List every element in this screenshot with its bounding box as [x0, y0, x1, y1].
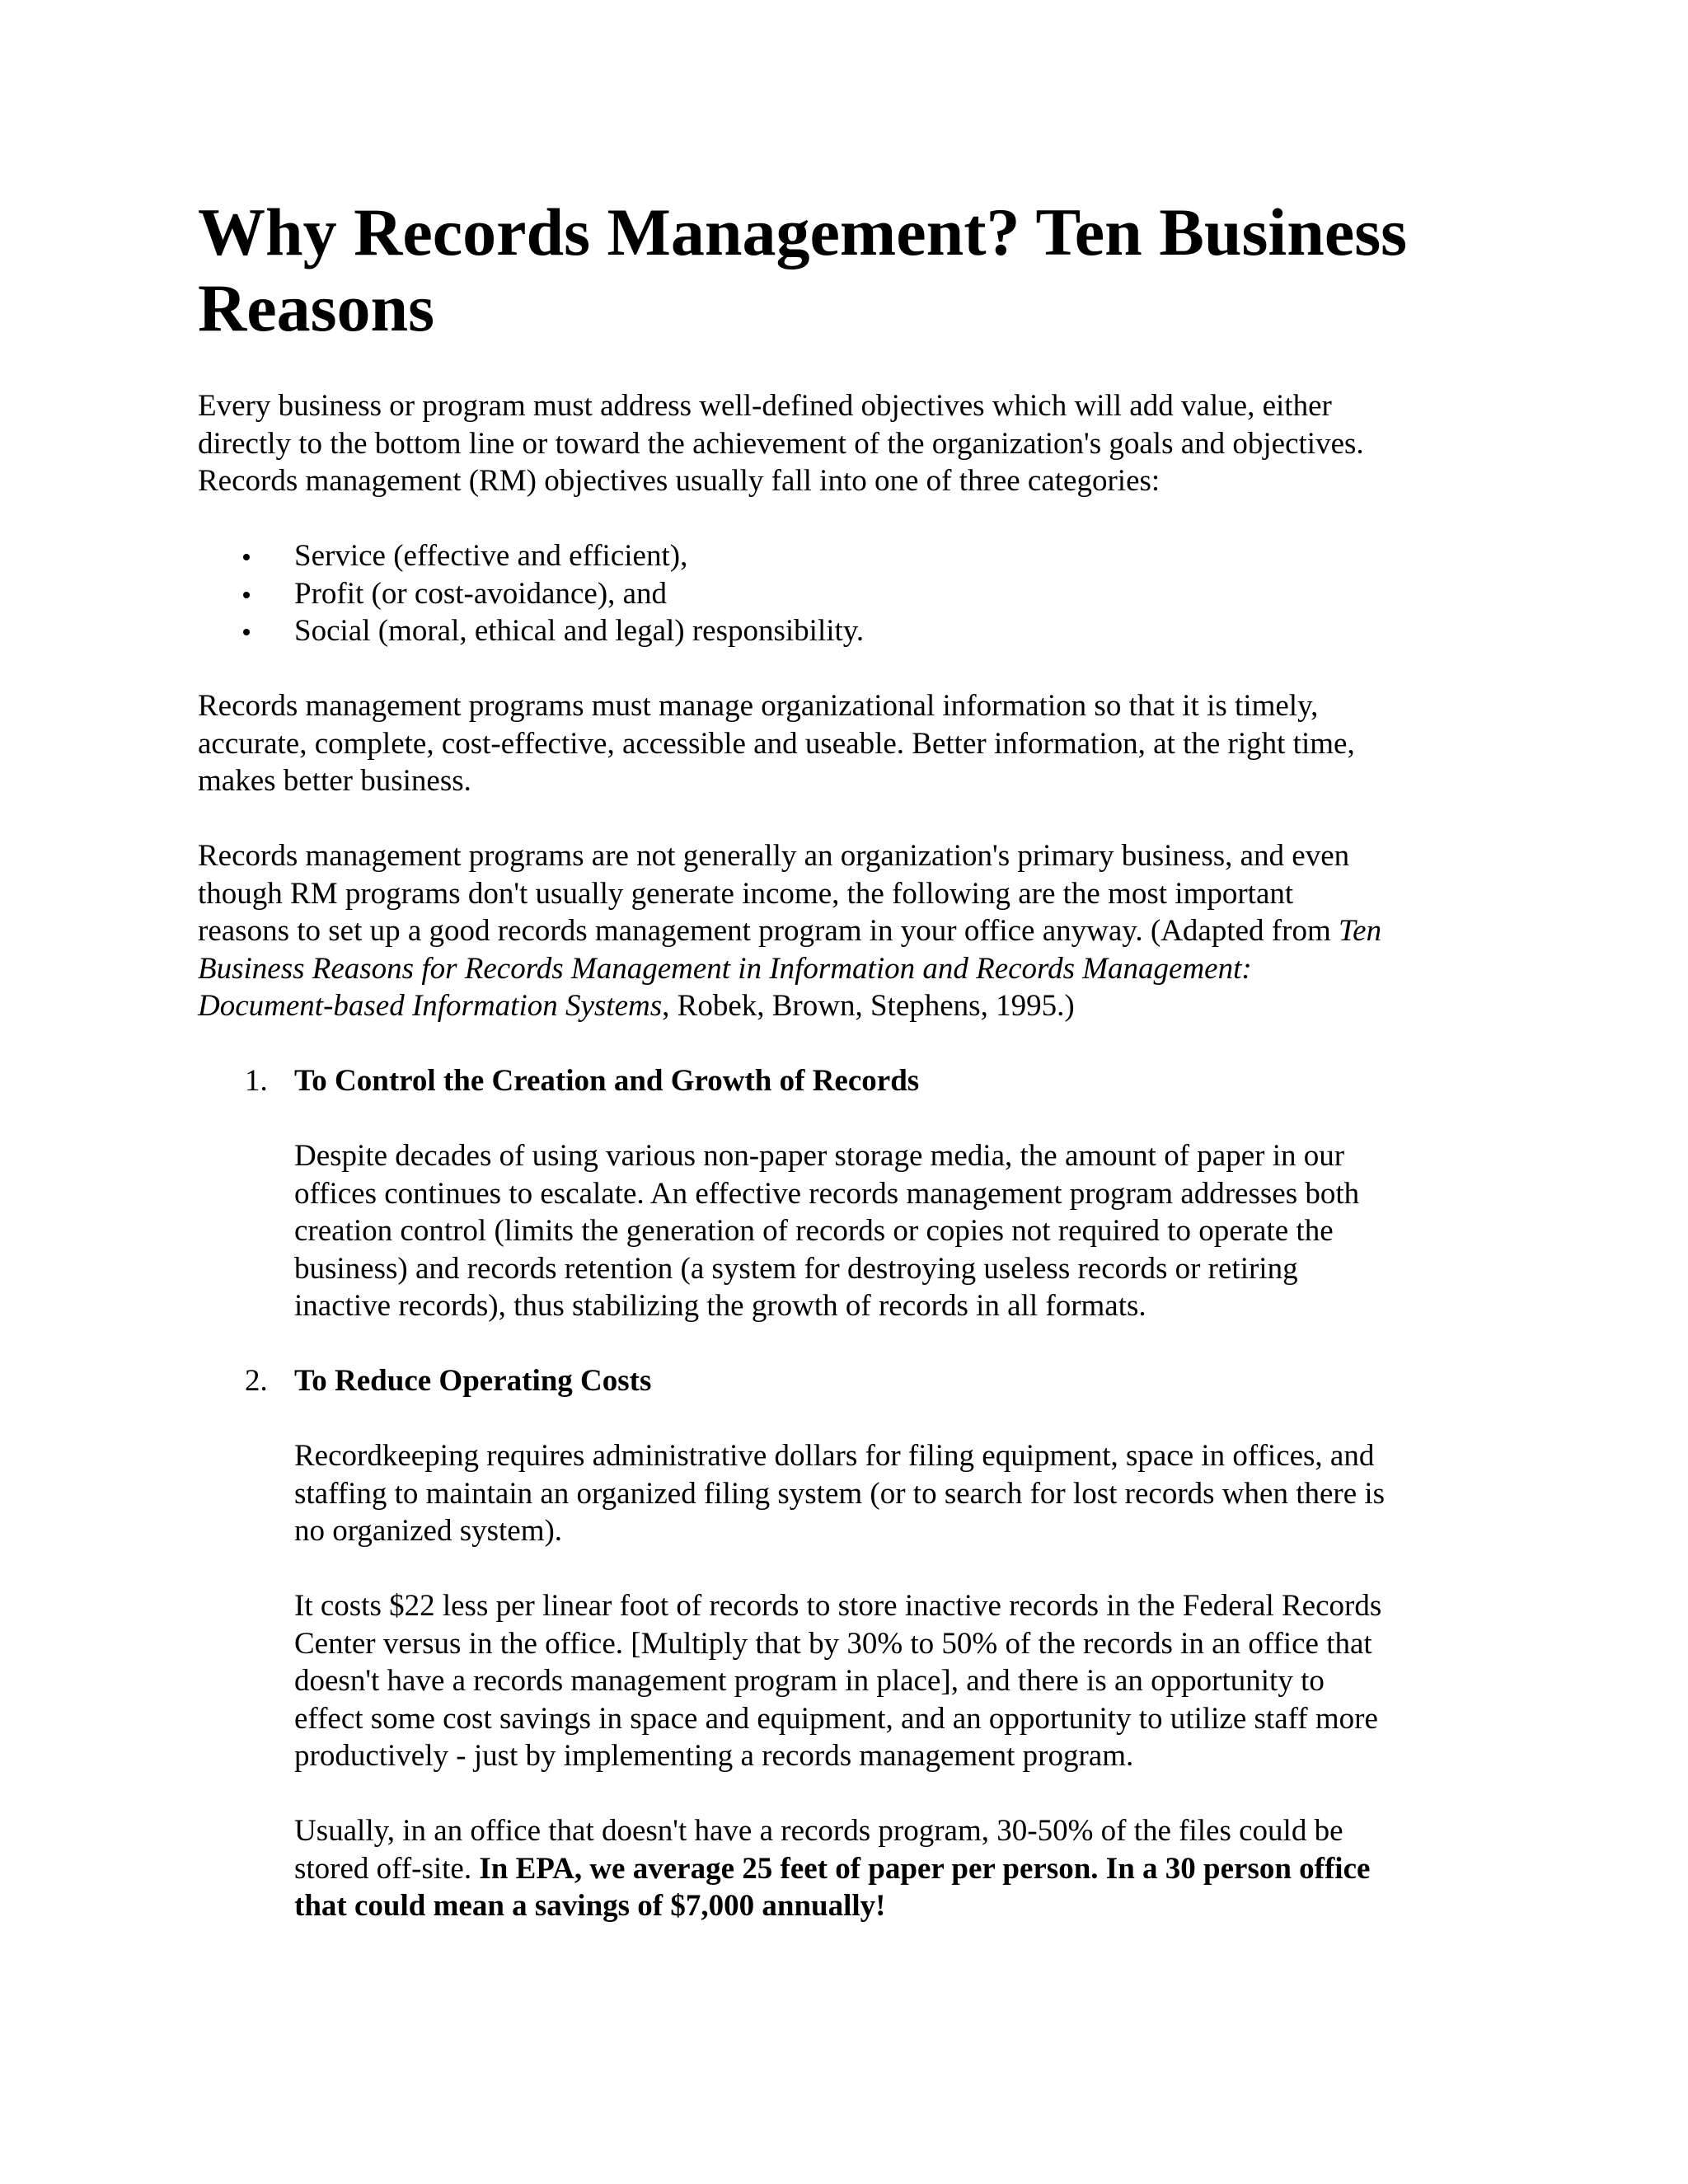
- item-heading: To Control the Creation and Growth of Records: [294, 1064, 920, 1098]
- reasons-paragraph: Records management programs are not generally an organization's primary business, and even though RM programs don't usually generate income, the following are the most important reasons to set up a good records management program in your office anyway. (Adapted from Ten Business Reasons for Records Management in Information and Records Management: Document-based Information Systems, Robek, Brown, Stephens, 1995.): [198, 839, 1382, 1023]
- item-paragraph: Usually, in an office that doesn't have a records program, 30-50% of the files could be stored off-site. In EPA, we average 25 feet of paper per person. In a 30 person office that could mean a savings of $7,000 annually!: [294, 1814, 1371, 1923]
- item-paragraph: Recordkeeping requires administrative dollars for filing equipment, space in offices, and staffing to maintain an organized filing system (or to search for lost records when there is no organized system).: [294, 1439, 1386, 1548]
- savings-highlight: In EPA, we average 25 feet of paper per person. In a 30 person office: [479, 1851, 1371, 1886]
- list-item: Profit (or cost-avoidance), and: [198, 575, 864, 613]
- item-paragraph: It costs $22 less per linear foot of records to store inactive records in the Federal Records Center versus in the office. [Multiply that by 30% to 50% of the records in an office that doesn't have a records management program in place], and there is an opportunity to effect some cost savings in space and equipment, and an opportunity to utilize staff more productively - just by implementing a records management program.: [294, 1589, 1382, 1773]
- source-citation: Business Reasons for Records Management in Information and Records Management:: [198, 951, 1252, 986]
- intro-line: Records management (RM) objectives usually fall into one of three categories:: [198, 464, 1160, 498]
- source-citation: Ten: [1338, 914, 1382, 948]
- page-title: Why Records Management? Ten Business Reasons: [198, 194, 1408, 345]
- bullet-icon: [243, 554, 250, 560]
- rm-programs-paragraph: Records management programs must manage organizational information so that it is timely, accurate, complete, cost-effective, accessible and useable. Better information, at the right time, makes better business.: [198, 689, 1355, 798]
- list-item: Social (moral, ethical and legal) responsibility.: [198, 612, 864, 650]
- item-number: 2.: [245, 1364, 268, 1398]
- categories-list: [198, 537, 864, 650]
- bullet-icon: [243, 629, 250, 635]
- intro-line: directly to the bottom line or toward the achievement of the organization's goals and objectives.: [198, 426, 1364, 461]
- intro-paragraph: [198, 387, 1364, 500]
- list-item: Service (effective and efficient),: [198, 537, 864, 575]
- item-heading: To Reduce Operating Costs: [294, 1364, 652, 1398]
- bullet-icon: [243, 592, 250, 598]
- intro-line: Every business or program must address well-defined objectives which will add value, either: [198, 389, 1332, 423]
- item-paragraph: Despite decades of using various non-paper storage media, the amount of paper in our offices continues to escalate. An effective records management program addresses both creation control (limits the generation of records or copies not required to operate the business) and records retention (a system for destroying useless records or retiring inactive records), thus stabilizing the growth of records in all formats.: [294, 1139, 1360, 1323]
- item-number: 1.: [245, 1064, 268, 1098]
- savings-highlight: that could mean a savings of $7,000 annually!: [294, 1889, 886, 1923]
- source-citation: Document-based Information Systems: [198, 989, 663, 1023]
